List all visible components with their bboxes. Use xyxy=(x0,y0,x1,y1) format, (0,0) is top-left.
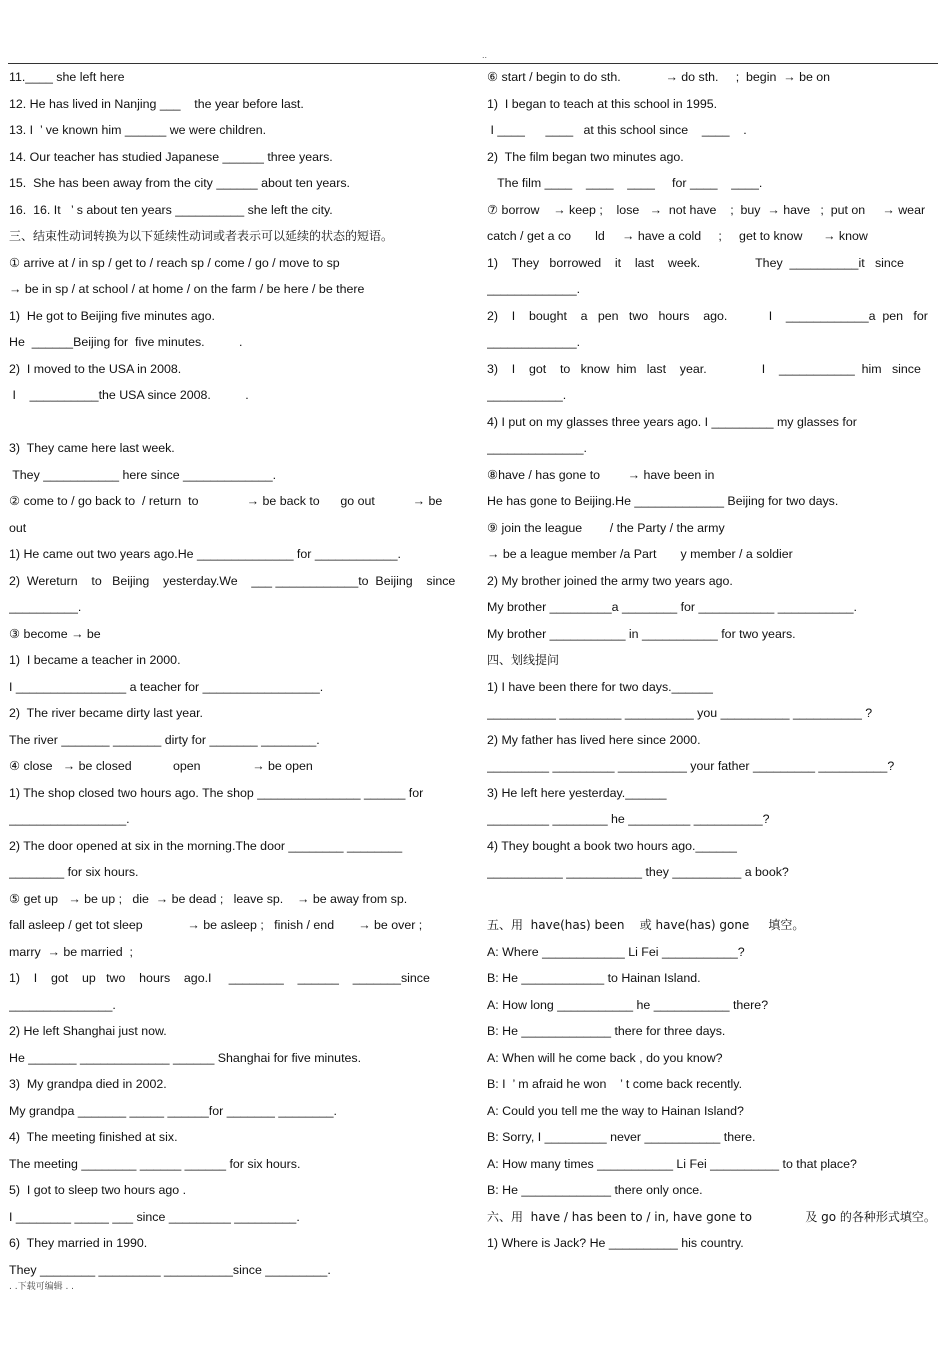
text-line: I __________the USA since 2008. . xyxy=(9,388,249,402)
text-line: He ______Beijing for five minutes. . xyxy=(9,335,243,349)
text-line: 三、结束性动词转换为以下延续性动词或者表示可以延续的状态的短语。 xyxy=(9,229,394,243)
text-line: The film ____ ____ ____ for ____ ____. xyxy=(487,176,763,190)
text-line: 3) He left here yesterday.______ xyxy=(487,785,667,800)
text-line: My brother _________a ________ for ___________ ___________. xyxy=(487,600,857,614)
text-line: ⑦ borrow → keep ; lose → not have ; buy → have ; put on → wear xyxy=(487,202,926,217)
text-line: 2) I bought a pen two hours ago. I ____________a pen for xyxy=(487,308,928,323)
text-line: 2) My brother joined the army two years ago. xyxy=(487,573,733,588)
text-line: ___________ ___________ they __________ a book? xyxy=(487,865,789,879)
text-line: 16. 16. It ’ s about ten years __________ she left the city. xyxy=(9,202,333,217)
text-line: They ________ _________ __________since _________. xyxy=(9,1262,331,1277)
text-line: __________ _________ __________ you __________ __________ ? xyxy=(487,706,873,720)
text-line: 2) Wereturn to Beijing yesterday.We ___ ____________to Beijing since xyxy=(9,573,456,588)
text-line: 1) I became a teacher in 2000. xyxy=(9,653,181,667)
text-line: 5) I got to sleep two hours ago . xyxy=(9,1183,187,1197)
text-line: 2) The river became dirty last year. xyxy=(9,706,203,720)
text-line: My grandpa _______ _____ ______for _______ ________. xyxy=(9,1103,337,1118)
header-dots: .. xyxy=(482,50,488,60)
text-line: ⑧have / has gone to → have been in xyxy=(487,467,715,482)
right-column xyxy=(487,64,937,1257)
text-line: I ________ _____ ___ since _________ _________. xyxy=(9,1209,300,1224)
text-line xyxy=(9,409,471,436)
text-line: ⑨ join the league / the Party / the army xyxy=(487,520,725,535)
text-line: ④ close → be closed open → be open xyxy=(9,759,313,773)
text-line: 1) He came out two years ago.He ______________ for ____________. xyxy=(9,547,401,561)
text-line: marry → be married ; xyxy=(9,944,133,959)
text-line: 六、用 have / has been to / in, have gone to 及 go 的各种形式填空。 xyxy=(487,1209,936,1224)
text-line: → be a league member /a Part y member / a soldier xyxy=(487,547,793,561)
text-line: 3) They came here last week. xyxy=(9,441,175,455)
text-line: 2) I moved to the USA in 2008. xyxy=(9,361,182,376)
text-line: The river _______ _______ dirty for _______ ________. xyxy=(9,732,320,747)
text-line: 五、用 have(has) been 或 have(has) gone 填空。 xyxy=(487,918,805,932)
text-line: B: I ’ m afraid he won ’ t come back recently. xyxy=(487,1077,743,1091)
text-line: _________ _________ __________ your father _________ __________? xyxy=(487,759,895,773)
text-line: 13. I ’ ve known him ______ we were children. xyxy=(9,123,267,137)
text-line: 1) I got up two hours ago.I ________ ______ _______since xyxy=(9,971,430,985)
text-line: 1) Where is Jack? He __________ his country. xyxy=(487,1236,744,1250)
text-line: _____________. xyxy=(487,282,581,296)
text-line: 12. He has lived in Nanjing ___ the year before last. xyxy=(9,96,304,111)
text-line: ___________. xyxy=(487,388,567,402)
footer-note: . .下载可编辑 . . xyxy=(9,1282,75,1292)
text-line: ⑥ start / begin to do sth. → do sth. ; begin → be on xyxy=(487,70,831,84)
text-line: They ___________ here since _____________. xyxy=(9,467,277,482)
text-line: 2) The film began two minutes ago. xyxy=(487,149,684,164)
text-line: ③ become → be xyxy=(9,626,101,641)
text-line: ① arrive at / in sp / get to / reach sp / come / go / move to sp xyxy=(9,255,340,270)
text-line: fall asleep / get tot sleep → be asleep ; finish / end → be over ; xyxy=(9,918,423,932)
text-line: 14. Our teacher has studied Japanese ______ three years. xyxy=(9,149,333,164)
text-line: B: He ____________ to Hainan Island. xyxy=(487,971,701,985)
text-line: ② come to / go back to / return to → be back to go out → be xyxy=(9,494,443,508)
text-line: __________. xyxy=(9,600,82,614)
text-line: 2) My father has lived here since 2000. xyxy=(487,732,701,747)
text-line: A: Could you tell me the way to Hainan Island? xyxy=(487,1103,744,1118)
text-line: A: When will he come back , do you know? xyxy=(487,1050,723,1065)
text-line: 2) He left Shanghai just now. xyxy=(9,1024,167,1038)
text-line: 4) I put on my glasses three years ago. I _________ my glasses for xyxy=(487,414,857,429)
text-line: My brother ___________ in ___________ for two years. xyxy=(487,626,796,641)
text-line: I ____ ____ at this school since ____ . xyxy=(487,123,747,137)
text-line: 3) My grandpa died in 2002. xyxy=(9,1077,167,1091)
text-line: 6) They married in 1990. xyxy=(9,1236,148,1250)
text-line: 1) They borrowed it last week. They __________it since xyxy=(487,255,904,270)
text-line xyxy=(487,886,937,913)
text-line: The meeting ________ ______ ______ for six hours. xyxy=(9,1156,301,1171)
text-line: 2) The door opened at six in the morning.The door ________ ________ xyxy=(9,838,403,853)
text-line: out xyxy=(9,520,27,535)
text-line: A: How many times ___________ Li Fei __________ to that place? xyxy=(487,1156,857,1171)
text-line: 3) I got to know him last year. I ___________ him since xyxy=(487,361,921,376)
text-line: A: Where ____________ Li Fei ___________? xyxy=(487,944,745,959)
text-line: B: He _____________ there for three days. xyxy=(487,1024,726,1038)
text-line: 4) They bought a book two hours ago.______ xyxy=(487,838,737,853)
text-line: 11.____ she left here xyxy=(9,70,125,84)
text-line: He _______ _____________ ______ Shanghai for five minutes. xyxy=(9,1050,362,1065)
text-line: 1) I began to teach at this school in 1995. xyxy=(487,96,718,111)
text-line: 1) He got to Beijing five minutes ago. xyxy=(9,308,215,323)
text-line: catch / get a co ld → have a cold ; get to know → know xyxy=(487,229,868,243)
text-line: ______________. xyxy=(487,441,587,455)
text-line: B: He _____________ there only once. xyxy=(487,1183,703,1197)
text-line: _________________. xyxy=(9,812,130,826)
text-line: _________ ________ he _________ __________? xyxy=(487,812,770,826)
text-line: 1) I have been there for two days.______ xyxy=(487,679,713,694)
text-line: A: How long ___________ he ___________ there? xyxy=(487,997,769,1012)
text-line: 四、划线提问 xyxy=(487,653,560,667)
text-line: _____________. xyxy=(487,335,581,349)
text-line: _______________. xyxy=(9,997,116,1012)
text-line: B: Sorry, I _________ never ___________ there. xyxy=(487,1130,756,1144)
left-column xyxy=(9,64,471,1283)
text-line: 1) The shop closed two hours ago. The shop _______________ ______ for xyxy=(9,785,424,800)
text-line: 15. She has been away from the city ______ about ten years. xyxy=(9,176,350,190)
text-line: → be in sp / at school / at home / on the farm / be here / be there xyxy=(9,282,365,296)
text-line: ________ for six hours. xyxy=(9,865,139,879)
text-line: 4) The meeting finished at six. xyxy=(9,1130,178,1144)
text-line: ⑤ get up → be up ; die → be dead ; leave sp. → be away from sp. xyxy=(9,891,408,906)
text-line: I ________________ a teacher for _________________. xyxy=(9,679,324,694)
text-line: He has gone to Beijing.He _____________ Beijing for two days. xyxy=(487,494,839,508)
